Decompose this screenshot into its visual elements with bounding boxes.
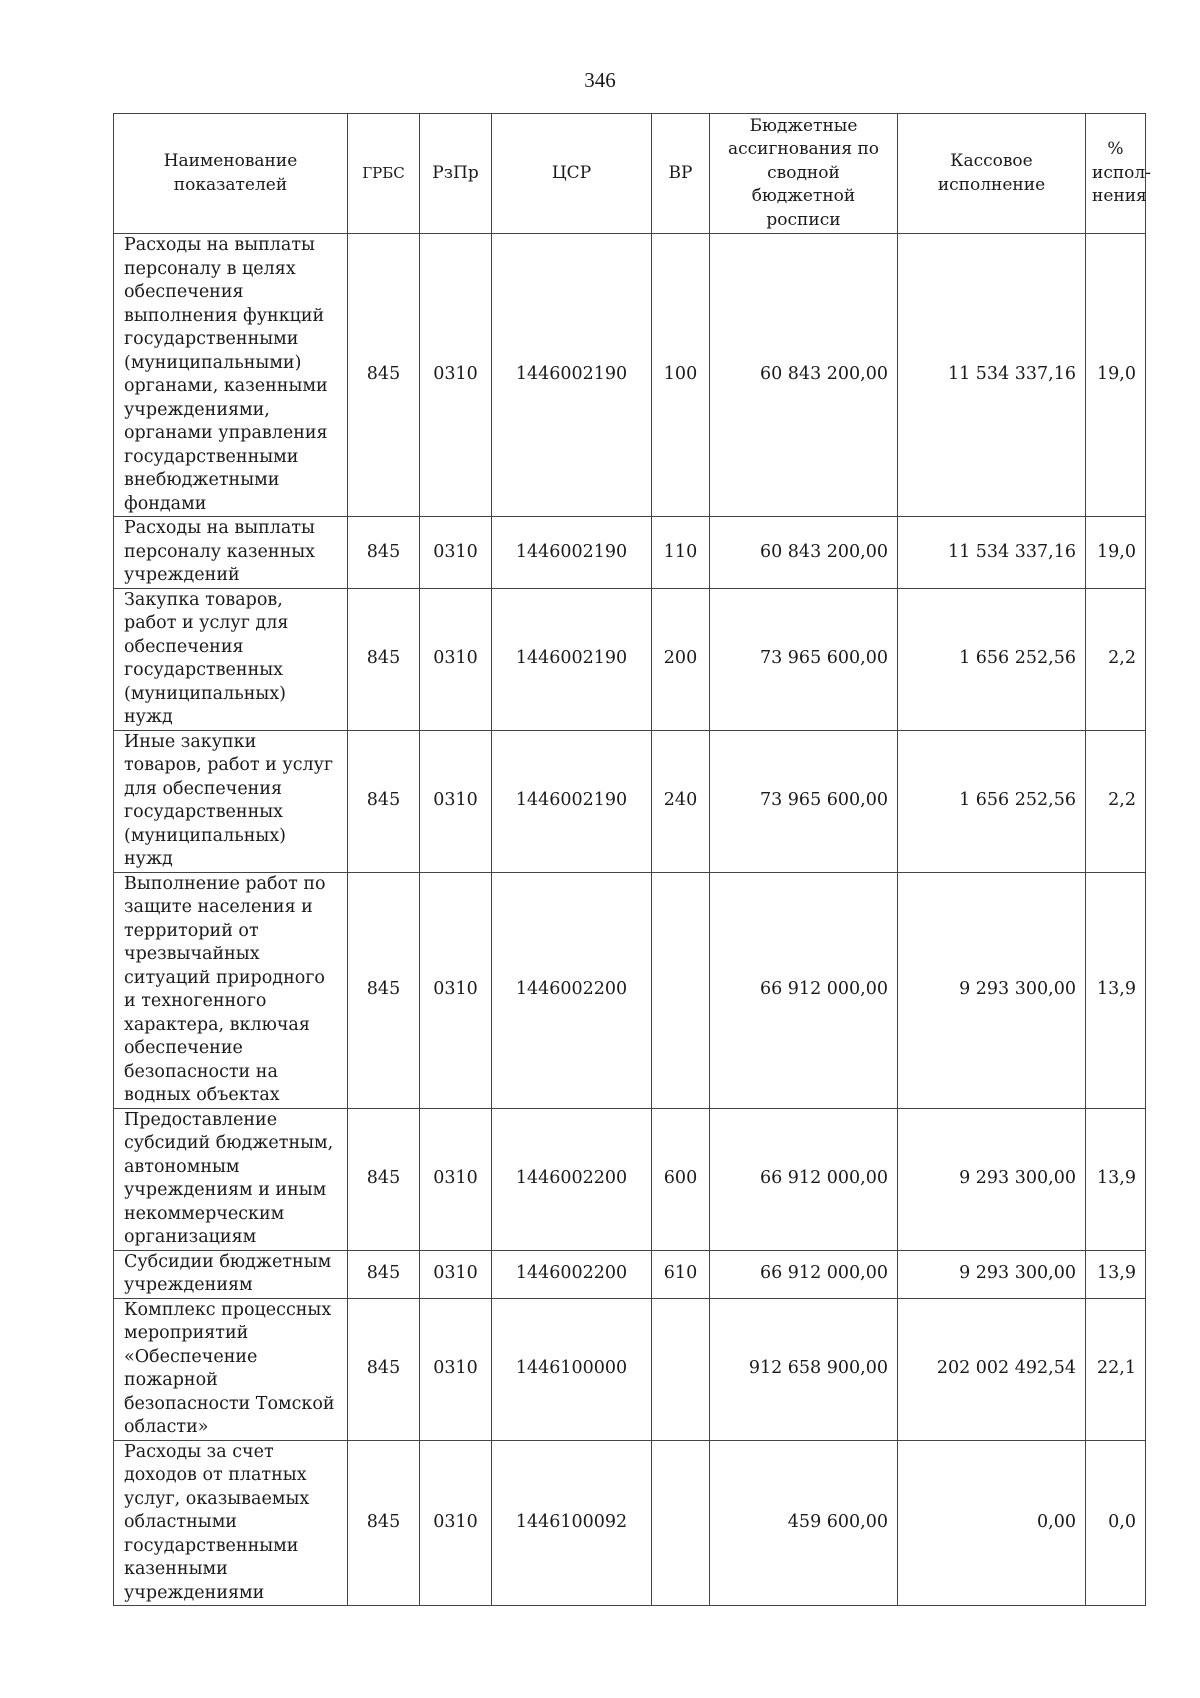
row-grbs: 845 xyxy=(348,1108,420,1250)
row-rzpr: 0310 xyxy=(420,1440,492,1606)
row-assign: 73 965 600,00 xyxy=(710,588,898,730)
row-pct: 19,0 xyxy=(1086,234,1146,517)
header-csr: ЦСР xyxy=(492,114,652,234)
row-cash: 0,00 xyxy=(898,1440,1086,1606)
row-cash: 11 534 337,16 xyxy=(898,517,1086,589)
row-name: Предоставление субсидий бюджетным, автономным учреждениям и иным некоммерческим организациям xyxy=(114,1108,348,1250)
row-csr: 1446002190 xyxy=(492,588,652,730)
budget-table xyxy=(113,113,1151,1606)
row-pct: 13,9 xyxy=(1086,1108,1146,1250)
header-rzpr: РзПр xyxy=(420,114,492,234)
table-row xyxy=(114,1250,1146,1298)
header-name: Наименование показателей xyxy=(114,114,348,234)
row-cash: 9 293 300,00 xyxy=(898,1250,1086,1298)
row-rzpr: 0310 xyxy=(420,872,492,1108)
row-assign: 66 912 000,00 xyxy=(710,1250,898,1298)
table-row xyxy=(114,1108,1146,1250)
row-csr: 1446002200 xyxy=(492,1108,652,1250)
row-csr: 1446100000 xyxy=(492,1298,652,1440)
row-assign: 73 965 600,00 xyxy=(710,730,898,872)
row-assign: 912 658 900,00 xyxy=(710,1298,898,1440)
header-grbs: ГРБС xyxy=(348,114,420,234)
row-cash: 202 002 492,54 xyxy=(898,1298,1086,1440)
row-assign: 459 600,00 xyxy=(710,1440,898,1606)
row-rzpr: 0310 xyxy=(420,1298,492,1440)
row-csr: 1446002200 xyxy=(492,1250,652,1298)
row-name: Расходы на выплаты персоналу в целях обеспечения выполнения функций государственными (муниципальными) органами, казенными учреждениями, органами управления государственными внебюджетными фондами xyxy=(114,234,348,517)
row-vr: 100 xyxy=(652,234,710,517)
row-name: Расходы за счет доходов от платных услуг, оказываемых областными государственными казенными учреждениями xyxy=(114,1440,348,1606)
row-name: Субсидии бюджетным учреждениям xyxy=(114,1250,348,1298)
row-grbs: 845 xyxy=(348,1250,420,1298)
row-grbs: 845 xyxy=(348,1298,420,1440)
row-csr: 1446002190 xyxy=(492,517,652,589)
row-name: Комплекс процессных мероприятий «Обеспечение пожарной безопасности Томской области» xyxy=(114,1298,348,1440)
row-name: Расходы на выплаты персоналу казенных учреждений xyxy=(114,517,348,589)
row-rzpr: 0310 xyxy=(420,1108,492,1250)
row-grbs: 845 xyxy=(348,234,420,517)
row-cash: 9 293 300,00 xyxy=(898,872,1086,1108)
row-assign: 60 843 200,00 xyxy=(710,234,898,517)
table-row xyxy=(114,872,1146,1108)
row-rzpr: 0310 xyxy=(420,730,492,872)
row-grbs: 845 xyxy=(348,588,420,730)
row-pct: 0,0 xyxy=(1086,1440,1146,1606)
row-assign: 60 843 200,00 xyxy=(710,517,898,589)
row-vr: 110 xyxy=(652,517,710,589)
row-pct: 2,2 xyxy=(1086,588,1146,730)
row-assign: 66 912 000,00 xyxy=(710,872,898,1108)
row-assign: 66 912 000,00 xyxy=(710,1108,898,1250)
header-vr: ВР xyxy=(652,114,710,234)
row-vr: 610 xyxy=(652,1250,710,1298)
row-pct: 13,9 xyxy=(1086,872,1146,1108)
table-row xyxy=(114,588,1146,730)
row-vr xyxy=(652,1440,710,1606)
header-assign: Бюджетные ассигнования по сводной бюджетной росписи xyxy=(710,114,898,234)
header-pct: % испол-нения xyxy=(1086,114,1146,234)
row-grbs: 845 xyxy=(348,730,420,872)
row-vr xyxy=(652,872,710,1108)
row-csr: 1446002200 xyxy=(492,872,652,1108)
row-csr: 1446002190 xyxy=(492,234,652,517)
row-vr: 240 xyxy=(652,730,710,872)
row-pct: 22,1 xyxy=(1086,1298,1146,1440)
row-cash: 1 656 252,56 xyxy=(898,730,1086,872)
row-rzpr: 0310 xyxy=(420,517,492,589)
row-cash: 9 293 300,00 xyxy=(898,1108,1086,1250)
row-name: Закупка товаров, работ и услуг для обеспечения государственных (муниципальных) нужд xyxy=(114,588,348,730)
row-vr xyxy=(652,1298,710,1440)
page-number: 346 xyxy=(584,68,616,92)
row-rzpr: 0310 xyxy=(420,1250,492,1298)
table-row xyxy=(114,517,1146,589)
header-row xyxy=(114,114,1146,234)
row-name: Иные закупки товаров, работ и услуг для обеспечения государственных (муниципальных) нужд xyxy=(114,730,348,872)
row-vr: 600 xyxy=(652,1108,710,1250)
row-csr: 1446002190 xyxy=(492,730,652,872)
table-row xyxy=(114,730,1146,872)
header-cash: Кассовое исполнение xyxy=(898,114,1086,234)
table-row xyxy=(114,234,1146,517)
row-pct: 13,9 xyxy=(1086,1250,1146,1298)
row-grbs: 845 xyxy=(348,1440,420,1606)
row-rzpr: 0310 xyxy=(420,588,492,730)
row-vr: 200 xyxy=(652,588,710,730)
row-grbs: 845 xyxy=(348,872,420,1108)
table-row xyxy=(114,1440,1146,1606)
row-pct: 2,2 xyxy=(1086,730,1146,872)
row-grbs: 845 xyxy=(348,517,420,589)
row-cash: 11 534 337,16 xyxy=(898,234,1086,517)
row-name: Выполнение работ по защите населения и территорий от чрезвычайных ситуаций природного и техногенного характера, включая обеспечение безопасности на водных объектах xyxy=(114,872,348,1108)
table-row xyxy=(114,1298,1146,1440)
row-pct: 19,0 xyxy=(1086,517,1146,589)
row-rzpr: 0310 xyxy=(420,234,492,517)
row-csr: 1446100092 xyxy=(492,1440,652,1606)
row-cash: 1 656 252,56 xyxy=(898,588,1086,730)
